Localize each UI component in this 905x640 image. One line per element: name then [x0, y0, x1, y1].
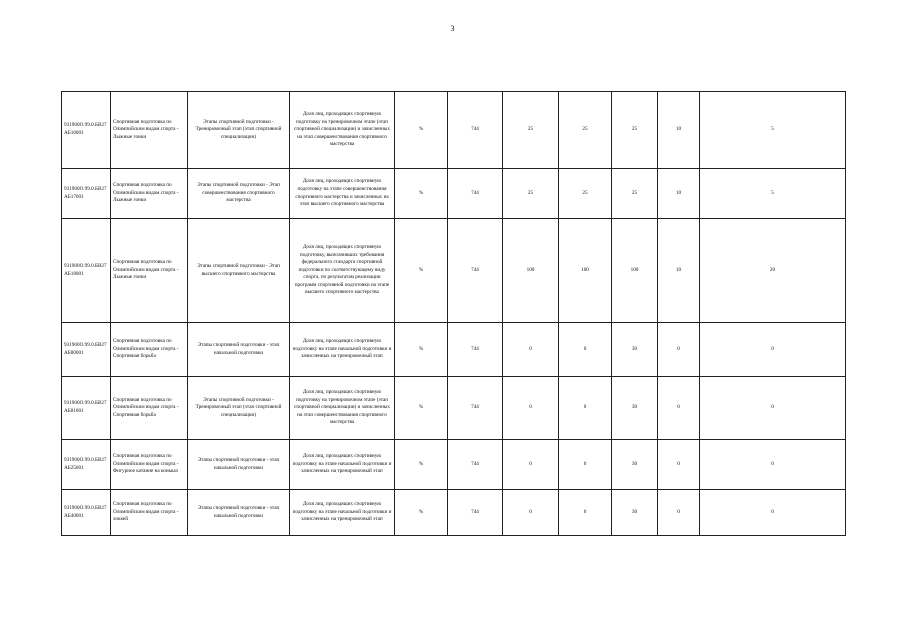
row-okei-code: 744 [448, 169, 503, 219]
row-value-2: 25 [559, 169, 612, 219]
row-sport: Спортивная подготовка по Олимпийским видам спорта - Спортивная борьба [111, 377, 188, 440]
table-row [62, 440, 846, 490]
row-okei-code: 744 [448, 323, 503, 377]
row-value-5: 0 [700, 440, 846, 490]
row-value-5: 0 [700, 377, 846, 440]
row-unit: % [395, 440, 448, 490]
row-indicator: Доля лиц, проходящих спортивную подготовку на тренировочном этапе (этап спортивной специализации) и зачисленных на этап совершенствования спортивного мастерства [290, 92, 395, 169]
row-code: 931900О.99.0.БВ27АБ25001 [62, 440, 111, 490]
row-code: 931900О.99.0.БВ27АБ16001 [62, 92, 111, 169]
row-value-3: 30 [612, 440, 658, 490]
row-value-3: 30 [612, 323, 658, 377]
row-value-5: 0 [700, 490, 846, 536]
row-sport: Спортивная подготовка по Олимпийским видам спорта - Лыжные гонки [111, 92, 188, 169]
row-value-2: 0 [559, 440, 612, 490]
table-row [62, 92, 846, 169]
row-indicator: Доля лиц, проходящих спортивную подготовку, выполнивших требования федерального стандарта спортивной подготовки по соответствующему виду спорта, по результатам реализации программ спортивной подготовки на этапе высшего спортивного мастерства [290, 219, 395, 323]
row-unit: % [395, 219, 448, 323]
row-value-2: 100 [559, 219, 612, 323]
row-value-4: 10 [658, 219, 700, 323]
row-code: 931900О.99.0.БВ27АБ40001 [62, 490, 111, 536]
page-number: 3 [450, 24, 455, 33]
row-indicator: Доля лиц, проходящих спортивную подготовку на этапе начальной подготовки и зачисленных на тренировочный этап [290, 323, 395, 377]
row-stage: Этапы спортивной подготовки - этап начальной подготовки [188, 440, 290, 490]
table-row [62, 219, 846, 323]
row-value-1: 0 [503, 440, 559, 490]
row-sport: Спортивная подготовка по Олимпийским видам спорта - Лыжные гонки [111, 219, 188, 323]
row-okei-code: 744 [448, 92, 503, 169]
row-code: 931900О.99.0.БВ27АБ80001 [62, 323, 111, 377]
row-okei-code: 744 [448, 219, 503, 323]
row-unit: % [395, 323, 448, 377]
table-row [62, 377, 846, 440]
row-value-3: 30 [612, 377, 658, 440]
row-okei-code: 744 [448, 490, 503, 536]
row-code: 931900О.99.0.БВ27АБ18001 [62, 219, 111, 323]
indicators-table [61, 91, 846, 536]
row-value-5: 5 [700, 169, 846, 219]
row-unit: % [395, 377, 448, 440]
row-value-4: 0 [658, 440, 700, 490]
table-row [62, 490, 846, 536]
table-row [62, 323, 846, 377]
row-value-3: 30 [612, 490, 658, 536]
row-okei-code: 744 [448, 440, 503, 490]
row-value-2: 0 [559, 323, 612, 377]
row-unit: % [395, 490, 448, 536]
row-okei-code: 744 [448, 377, 503, 440]
row-unit: % [395, 92, 448, 169]
row-stage: Этапы спортивной подготовки - этап начальной подготовки [188, 490, 290, 536]
row-code: 931900О.99.0.БВ27АБ17001 [62, 169, 111, 219]
row-value-4: 0 [658, 323, 700, 377]
row-value-5: 20 [700, 219, 846, 323]
row-value-4: 10 [658, 169, 700, 219]
row-stage: Этапы спортивной подготовки - этап начальной подготовки [188, 323, 290, 377]
row-stage: Этапы спортивной подготовки - Этап высшего спортивного мастерства [188, 219, 290, 323]
row-value-2: 0 [559, 377, 612, 440]
row-stage: Этапы спортивной подготовки - Тренировочный этап (этап спортивной специализации) [188, 377, 290, 440]
row-value-1: 0 [503, 377, 559, 440]
row-value-5: 5 [700, 92, 846, 169]
row-value-2: 0 [559, 490, 612, 536]
row-indicator: Доля лиц, проходящих спортивную подготовку на этапе начальной подготовки и зачисленных на тренировочный этап [290, 440, 395, 490]
row-value-4: 0 [658, 377, 700, 440]
row-value-3: 100 [612, 219, 658, 323]
row-value-2: 25 [559, 92, 612, 169]
row-value-1: 100 [503, 219, 559, 323]
row-sport: Спортивная подготовка по Олимпийским видам спорта - Спортивная борьба [111, 323, 188, 377]
row-stage: Этапы спортивной подготовки - Тренировочный этап (этап спортивной специализации) [188, 92, 290, 169]
row-code: 931900О.99.0.БВ27АБ81001 [62, 377, 111, 440]
row-unit: % [395, 169, 448, 219]
row-value-1: 0 [503, 490, 559, 536]
row-value-1: 25 [503, 169, 559, 219]
row-value-3: 25 [612, 169, 658, 219]
row-indicator: Доля лиц, проходящих спортивную подготовку на тренировочном этапе (этап спортивной специализации) и зачисленных на этап совершенствования спортивного мастерства [290, 377, 395, 440]
row-value-1: 25 [503, 92, 559, 169]
row-sport: Спортивная подготовка по Олимпийским видам спорта - Лыжные гонки [111, 169, 188, 219]
table-body [62, 92, 846, 536]
row-value-4: 0 [658, 490, 700, 536]
table-row [62, 169, 846, 219]
row-sport: Спортивная подготовка по Олимпийским видам спорта - хоккей [111, 490, 188, 536]
row-value-3: 25 [612, 92, 658, 169]
row-stage: Этапы спортивной подготовки - Этап совершенствования спортивного мастерства [188, 169, 290, 219]
row-sport: Спортивная подготовка по Олимпийским видам спорта - Фигурное катание на коньках [111, 440, 188, 490]
row-indicator: Доля лиц, проходящих спортивную подготовку на этапе начальной подготовки и зачисленных на тренировочный этап [290, 490, 395, 536]
row-indicator: Доля лиц, проходящих спортивную подготовку на этапе совершенствования спортивного мастерства и зачисленных на этап высшего спортивного мастерства [290, 169, 395, 219]
row-value-1: 0 [503, 323, 559, 377]
row-value-5: 0 [700, 323, 846, 377]
row-value-4: 10 [658, 92, 700, 169]
